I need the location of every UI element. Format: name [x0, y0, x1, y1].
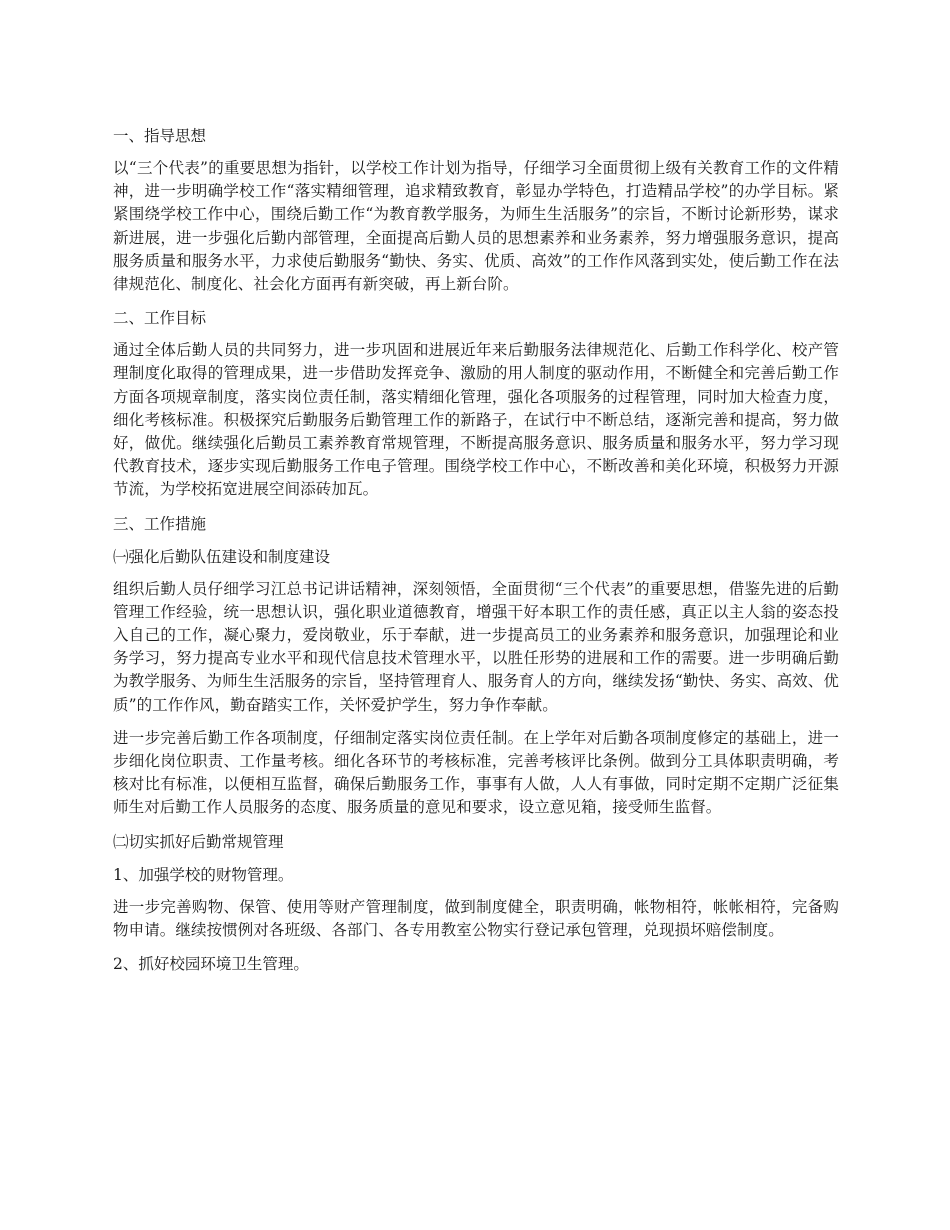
- item-heading-property-management: 1、加强学校的财物管理。: [113, 865, 294, 884]
- section-heading-guiding-ideology: 一、指导思想: [113, 127, 207, 145]
- paragraph-team-building-study: 组织后勤人员仔细学习江总书记讲话精神，深刻领悟，全面贯彻“三个代表”的重要思想，借鉴先进的后勤管理工作经验，统一思想认识，强化职业道德教育，增强干好本职工作的责任感，真正以主人翁的姿态投入自己的工作，凝心聚力，爱岗敬业，乐于奉献，进一步提高员工的业务素养和服务意识，加强理论和业务学习，努力提高专业水平和现代信息技术管理水平，以胜任形势的进展和工作的需要。进一步明确后勤为教学服务、为师生生活服务的宗旨，坚持管理育人、服务育人的方向，继续发扬“勤快、务实、高效、优质”的工作作风，勤奋踏实工作，关怀爱护学生，努力争作奉献。: [113, 579, 839, 714]
- section-heading-work-goals: 二、工作目标: [113, 309, 207, 328]
- section-heading-work-measures: 三、工作措施: [113, 514, 207, 533]
- document-page: [113, 124, 839, 985]
- item-heading-campus-hygiene: 2、抓好校园环境卫生管理。: [113, 955, 309, 974]
- subsection-heading-team-building: ㈠强化后勤队伍建设和制度建设: [113, 547, 331, 566]
- paragraph-guiding-ideology: 以“三个代表”的重要思想为指针，以学校工作计划为指导，仔细学习全面贯彻上级有关教育工作的文件精神，进一步明确学校工作“落实精细管理，追求精致教育，彰显办学特色，打造精品学校”的办学目标。紧紧围绕学校工作中心，围绕后勤工作“为教育教学服务，为师生生活服务”的宗旨，不断讨论新形势，谋求新进展，进一步强化后勤内部管理，全面提高后勤人员的思想素养和业务素养，努力增强服务意识，提高服务质量和服务水平，力求使后勤服务“勤快、务实、优质、高效”的工作作风落到实处，使后勤工作在法律规范化、制度化、社会化方面再有新突破，再上新台阶。: [113, 159, 839, 294]
- subsection-heading-routine-management: ㈡切实抓好后勤常规管理: [113, 832, 284, 851]
- paragraph-work-goals: 通过全体后勤人员的共同努力，进一步巩固和进展近年来后勤服务法律规范化、后勤工作科学化、校产管理制度化取得的管理成果，进一步借助发挥竞争、激励的用人制度的驱动作用，不断健全和完善后勤工作方面各项规章制度，落实岗位责任制，落实精细化管理，强化各项服务的过程管理，同时加大检查力度，细化考核标准。积极探究后勤服务后勤管理工作的新路子，在试行中不断总结，逐渐完善和提高，努力做好，做优。继续强化后勤员工素养教育常规管理，不断提高服务意识、服务质量和服务水平，努力学习现代教育技术，逐步实现后勤服务工作电子管理。围绕学校工作中心，不断改善和美化环境，积极努力开源节流，为学校拓宽进展空间添砖加瓦。: [113, 341, 839, 499]
- paragraph-property-management: 进一步完善购物、保管、使用等财产管理制度，做到制度健全，职责明确，帐物相符，帐帐相符，完备购物申请。继续按惯例对各班级、各部门、各专用教室公物实行登记承包管理，兑现损坏赔偿制度。: [113, 897, 839, 939]
- paragraph-team-building-rules: 进一步完善后勤工作各项制度，仔细制定落实岗位责任制。在上学年对后勤各项制度修定的基础上，进一步细化岗位职责、工作量考核。细化各环节的考核标准，完善考核评比条例。做到分工具体职责明确，考核对比有标准，以便相互监督，确保后勤服务工作，事事有人做，人人有事做，同时定期不定期广泛征集师生对后勤工作人员服务的态度、服务质量的意见和要求，设立意见箱，接受师生监督。: [113, 728, 839, 817]
